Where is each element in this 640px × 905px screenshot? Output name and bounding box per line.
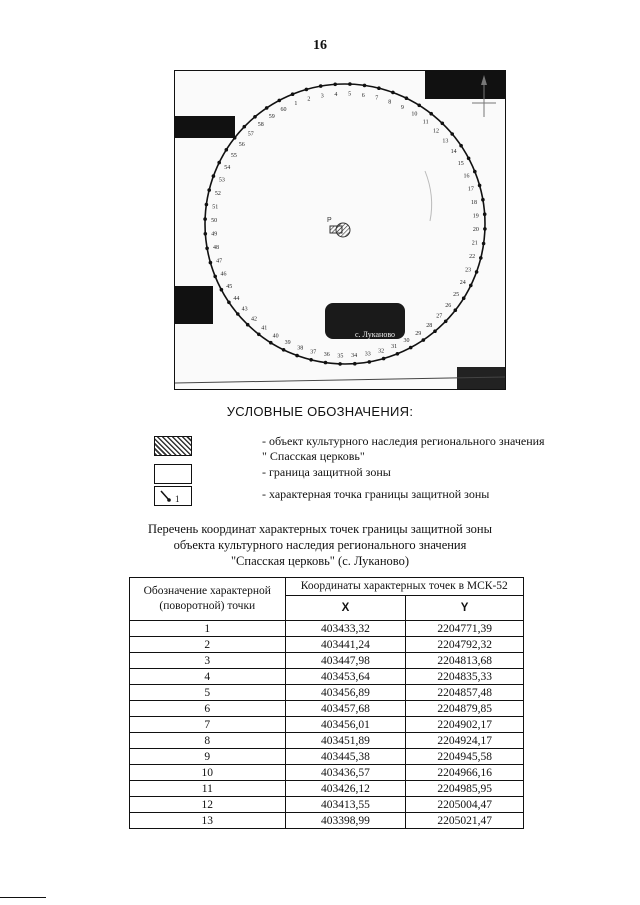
boundary-point bbox=[473, 170, 477, 174]
table-cell-x: 403413,55 bbox=[285, 797, 406, 813]
empty-rectangle-icon bbox=[154, 464, 192, 484]
map-dark-area bbox=[175, 116, 235, 138]
boundary-point-label: 8 bbox=[388, 99, 392, 106]
boundary-point bbox=[309, 358, 313, 362]
boundary-point bbox=[207, 188, 211, 192]
map-road bbox=[425, 171, 432, 221]
boundary-point-label: 35 bbox=[337, 353, 344, 360]
boundary-point-label: 53 bbox=[218, 177, 225, 184]
boundary-point bbox=[236, 312, 240, 316]
boundary-point-label: 49 bbox=[211, 231, 218, 238]
boundary-point-label: 39 bbox=[284, 340, 291, 347]
boundary-point-label: 41 bbox=[261, 325, 268, 332]
boundary-point bbox=[444, 320, 448, 324]
table-cell-y: 2204813,68 bbox=[406, 653, 524, 669]
boundary-point bbox=[227, 301, 231, 305]
table-row bbox=[130, 701, 524, 717]
boundary-point-label: 16 bbox=[463, 173, 470, 180]
boundary-point bbox=[409, 346, 413, 350]
boundary-point bbox=[220, 288, 224, 292]
boundary-point bbox=[209, 261, 213, 265]
list-title-line: Перечень координат характерных точек границы защитной зоны bbox=[147, 522, 493, 536]
table-cell-x: 403456,01 bbox=[285, 717, 406, 733]
map-marker-label: Р bbox=[327, 217, 332, 224]
legend-text-heritage: - объект культурного наследия регионального значения " Спасская церковь" bbox=[262, 434, 545, 463]
boundary-point bbox=[483, 212, 487, 216]
footer-rule bbox=[0, 897, 46, 898]
protection-zone-map bbox=[174, 70, 506, 390]
table-cell-n: 5 bbox=[130, 685, 286, 701]
table-cell-y: 2205004,47 bbox=[406, 797, 524, 813]
boundary-point-label: 38 bbox=[297, 345, 304, 352]
point-marker-label: 1 bbox=[175, 494, 180, 504]
boundary-point-label: 14 bbox=[450, 149, 457, 156]
boundary-point-label: 34 bbox=[351, 353, 358, 360]
column-header-point: Обозначение характерной (поворотной) точки bbox=[130, 578, 286, 621]
boundary-point-label: 51 bbox=[212, 204, 219, 211]
boundary-point bbox=[478, 184, 482, 188]
table-row bbox=[130, 733, 524, 749]
boundary-point-label: 47 bbox=[216, 258, 223, 265]
coordinates-list-title bbox=[0, 521, 640, 569]
table-row bbox=[130, 669, 524, 685]
boundary-point bbox=[204, 232, 208, 236]
boundary-point-label: 57 bbox=[247, 131, 254, 138]
boundary-point-label: 21 bbox=[471, 240, 478, 247]
legend-text-point: - характерная точка границы защитной зоны bbox=[262, 487, 490, 501]
boundary-point-label: 18 bbox=[471, 199, 477, 206]
boundary-point bbox=[405, 96, 409, 100]
table-cell-x: 403453,64 bbox=[285, 669, 406, 685]
table-cell-n: 13 bbox=[130, 813, 286, 829]
boundary-point bbox=[213, 275, 217, 279]
table-cell-x: 403436,57 bbox=[285, 765, 406, 781]
boundary-point bbox=[338, 362, 342, 366]
boundary-point bbox=[433, 329, 437, 333]
boundary-point bbox=[396, 352, 400, 356]
column-header-group: Координаты характерных точек в МСК-52 bbox=[285, 578, 523, 596]
boundary-point-label: 4 bbox=[334, 91, 338, 98]
boundary-point bbox=[368, 360, 372, 364]
boundary-point bbox=[353, 362, 357, 366]
boundary-point bbox=[257, 333, 261, 337]
table-cell-n: 2 bbox=[130, 637, 286, 653]
table-cell-y: 2204879,85 bbox=[406, 701, 524, 717]
boundary-point-label: 7 bbox=[375, 95, 379, 102]
boundary-point bbox=[246, 323, 250, 327]
boundary-point-label: 19 bbox=[472, 213, 479, 220]
boundary-point-label: 6 bbox=[361, 92, 365, 99]
boundary-point-label: 3 bbox=[320, 93, 324, 100]
boundary-point-label: 42 bbox=[251, 316, 257, 323]
table-cell-y: 2204835,33 bbox=[406, 669, 524, 685]
table-cell-n: 1 bbox=[130, 621, 286, 637]
boundary-point-label: 2 bbox=[307, 96, 311, 103]
table-cell-n: 9 bbox=[130, 749, 286, 765]
boundary-point-label: 10 bbox=[411, 111, 418, 118]
table-row bbox=[130, 765, 524, 781]
boundary-point-label: 54 bbox=[224, 165, 231, 172]
boundary-point-label: 24 bbox=[459, 279, 466, 286]
boundary-point bbox=[417, 104, 421, 108]
list-title-line: "Спасская церковь" (с. Луканово) bbox=[230, 554, 410, 568]
column-header-x: X bbox=[285, 596, 406, 621]
table-row bbox=[130, 781, 524, 797]
map-road bbox=[175, 377, 505, 383]
table-row bbox=[130, 637, 524, 653]
boundary-point bbox=[454, 308, 458, 312]
table-cell-y: 2205021,47 bbox=[406, 813, 524, 829]
table-cell-x: 403398,99 bbox=[285, 813, 406, 829]
boundary-point-label: 27 bbox=[436, 313, 443, 320]
boundary-point-label: 28 bbox=[426, 322, 433, 329]
table-cell-y: 2204924,17 bbox=[406, 733, 524, 749]
coordinates-table-body bbox=[130, 621, 524, 829]
boundary-point bbox=[482, 242, 486, 246]
hatched-rectangle-icon bbox=[154, 436, 192, 456]
table-cell-x: 403426,12 bbox=[285, 781, 406, 797]
page-number: 16 bbox=[313, 38, 327, 53]
boundary-point bbox=[333, 83, 337, 87]
table-cell-x: 403457,68 bbox=[285, 701, 406, 717]
legend-text-boundary: - граница защитной зоны bbox=[262, 465, 391, 479]
boundary-point bbox=[479, 256, 483, 260]
table-cell-y: 2204985,95 bbox=[406, 781, 524, 797]
legend-item-point bbox=[150, 486, 550, 506]
boundary-point bbox=[295, 354, 299, 358]
table-cell-n: 3 bbox=[130, 653, 286, 669]
table-cell-n: 8 bbox=[130, 733, 286, 749]
boundary-point bbox=[459, 144, 463, 148]
boundary-point-label: 1 bbox=[294, 101, 298, 107]
table-cell-n: 4 bbox=[130, 669, 286, 685]
boundary-point-label: 60 bbox=[280, 106, 287, 113]
boundary-point bbox=[377, 86, 381, 90]
table-cell-n: 6 bbox=[130, 701, 286, 717]
boundary-point bbox=[243, 125, 247, 129]
table-cell-n: 11 bbox=[130, 781, 286, 797]
table-cell-y: 2204902,17 bbox=[406, 717, 524, 733]
table-cell-x: 403456,89 bbox=[285, 685, 406, 701]
boundary-point bbox=[475, 270, 479, 274]
table-cell-y: 2204771,39 bbox=[406, 621, 524, 637]
boundary-point bbox=[363, 84, 367, 88]
table-row bbox=[130, 685, 524, 701]
table-row bbox=[130, 653, 524, 669]
boundary-point-label: 12 bbox=[433, 128, 439, 135]
boundary-point bbox=[305, 88, 309, 92]
boundary-point-label: 25 bbox=[453, 291, 460, 298]
boundary-point bbox=[205, 247, 209, 251]
table-cell-y: 2204857,48 bbox=[406, 685, 524, 701]
boundary-point-label: 48 bbox=[213, 245, 219, 252]
legend-title: УСЛОВНЫЕ ОБОЗНАЧЕНИЯ: bbox=[226, 404, 414, 419]
boundary-point bbox=[205, 203, 209, 207]
boundary-point-label: 50 bbox=[211, 217, 218, 224]
boundary-point-label: 33 bbox=[364, 351, 371, 358]
boundary-point bbox=[203, 217, 207, 221]
heritage-object bbox=[330, 223, 350, 237]
table-cell-y: 2204792,32 bbox=[406, 637, 524, 653]
boundary-point bbox=[278, 99, 282, 103]
boundary-point bbox=[481, 198, 485, 202]
table-cell-n: 12 bbox=[130, 797, 286, 813]
boundary-point-label: 11 bbox=[422, 119, 429, 126]
boundary-point bbox=[212, 174, 216, 178]
boundary-point-label: 58 bbox=[257, 122, 264, 129]
boundary-point-label: 13 bbox=[442, 138, 449, 145]
boundary-point bbox=[233, 136, 237, 140]
map-village-label: с. Луканово bbox=[354, 330, 396, 339]
table-cell-y: 2204945,58 bbox=[406, 749, 524, 765]
boundary-point-label: 32 bbox=[378, 348, 385, 355]
boundary-point bbox=[319, 84, 323, 88]
map-dark-area bbox=[175, 286, 213, 324]
boundary-point-label: 43 bbox=[241, 306, 248, 313]
list-title-line: объекта культурного наследия регионального значения bbox=[173, 538, 467, 552]
boundary-point-label: 44 bbox=[233, 295, 240, 302]
table-cell-x: 403451,89 bbox=[285, 733, 406, 749]
legend-item-heritage bbox=[150, 434, 550, 466]
table-row bbox=[130, 717, 524, 733]
map-dark-area bbox=[425, 71, 505, 99]
boundary-point-label: 9 bbox=[400, 104, 404, 111]
boundary-point bbox=[467, 157, 471, 161]
legend-item-boundary bbox=[150, 464, 550, 484]
table-row bbox=[130, 749, 524, 765]
boundary-point bbox=[291, 92, 295, 96]
boundary-point-label: 29 bbox=[415, 331, 422, 338]
table-cell-x: 403447,98 bbox=[285, 653, 406, 669]
table-cell-n: 7 bbox=[130, 717, 286, 733]
boundary-point bbox=[382, 357, 386, 361]
table-row bbox=[130, 797, 524, 813]
table-cell-x: 403445,38 bbox=[285, 749, 406, 765]
boundary-point bbox=[469, 284, 473, 288]
boundary-point bbox=[429, 112, 433, 116]
boundary-point bbox=[265, 106, 269, 110]
table-cell-n: 10 bbox=[130, 765, 286, 781]
boundary-point-label: 40 bbox=[272, 333, 279, 340]
boundary-point-label: 31 bbox=[391, 344, 398, 350]
boundary-point-label: 15 bbox=[457, 161, 464, 167]
boundary-point-label: 26 bbox=[445, 303, 452, 310]
coordinates-table bbox=[129, 577, 524, 829]
boundary-point bbox=[225, 148, 229, 152]
boundary-point-label: 22 bbox=[469, 254, 476, 261]
boundary-point-label: 20 bbox=[472, 227, 479, 234]
table-cell-x: 403441,24 bbox=[285, 637, 406, 653]
table-cell-x: 403433,32 bbox=[285, 621, 406, 637]
boundary-point bbox=[253, 115, 257, 119]
boundary-point bbox=[269, 341, 273, 345]
boundary-point bbox=[441, 122, 445, 126]
boundary-point-label: 52 bbox=[214, 190, 221, 197]
boundary-point-label: 59 bbox=[268, 113, 275, 120]
boundary-point bbox=[324, 361, 328, 365]
boundary-point-label: 36 bbox=[323, 352, 330, 359]
boundary-point-label: 30 bbox=[403, 338, 410, 345]
boundary-point-label: 46 bbox=[220, 271, 227, 278]
boundary-point-label: 56 bbox=[238, 141, 245, 148]
table-row bbox=[130, 813, 524, 829]
boundary-point bbox=[391, 91, 395, 95]
boundary-point-label: 23 bbox=[465, 267, 472, 274]
boundary-point bbox=[462, 296, 466, 300]
boundary-point bbox=[422, 338, 426, 342]
table-cell-y: 2204966,16 bbox=[406, 765, 524, 781]
table-row bbox=[130, 621, 524, 637]
column-header-y: Y bbox=[406, 596, 524, 621]
boundary-point bbox=[483, 227, 487, 231]
boundary-point-label: 37 bbox=[310, 349, 317, 356]
boundary-point bbox=[348, 82, 352, 86]
boundary-point bbox=[217, 161, 221, 165]
boundary-point bbox=[450, 132, 454, 136]
boundary-point-label: 45 bbox=[226, 284, 233, 290]
boundary-point bbox=[282, 348, 286, 352]
point-marker-icon bbox=[154, 486, 192, 506]
boundary-point-label: 55 bbox=[230, 153, 237, 160]
boundary-point-label: 17 bbox=[467, 186, 474, 193]
boundary-point-label: 5 bbox=[348, 91, 352, 98]
